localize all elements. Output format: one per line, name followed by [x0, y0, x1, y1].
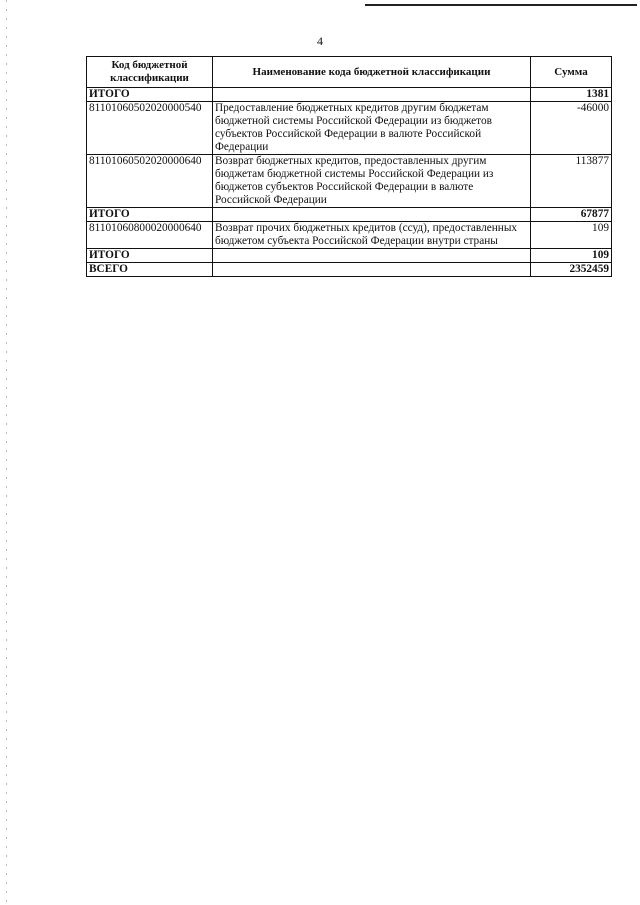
row-name-empty — [213, 263, 531, 277]
row-sum: -46000 — [531, 102, 612, 155]
row-code: 81101060800020000640 — [87, 222, 213, 249]
row-grand-total-sum: 2352459 — [531, 263, 612, 277]
table-row — [87, 155, 612, 208]
table-row-grand-total — [87, 263, 612, 277]
header-name: Наименование кода бюджетной классификации — [213, 57, 531, 88]
row-code: 81101060502020000540 — [87, 102, 213, 155]
row-name: Возврат бюджетных кредитов, предоставленных другим бюджетам бюджетной системы Российской Федерации из бюджетов субъектов Российской Федерации в валюте Российской Федерации — [213, 155, 531, 208]
budget-table — [86, 56, 612, 277]
row-code: 81101060502020000640 — [87, 155, 213, 208]
table-header-row — [87, 57, 612, 88]
row-grand-total-label: ВСЕГО — [87, 263, 213, 277]
table-row — [87, 102, 612, 155]
row-total-label: ИТОГО — [87, 249, 213, 263]
header-code: Код бюджетной классификации — [87, 57, 213, 88]
row-sum: 113877 — [531, 155, 612, 208]
row-sum: 67877 — [531, 208, 612, 222]
row-name-empty — [213, 88, 531, 102]
row-name: Возврат прочих бюджетных кредитов (ссуд), предоставленных бюджетом субъекта Российской Федерации внутри страны — [213, 222, 531, 249]
row-sum: 109 — [531, 249, 612, 263]
table-row-total — [87, 208, 612, 222]
row-sum: 109 — [531, 222, 612, 249]
row-name-empty — [213, 249, 531, 263]
page-number: 4 — [317, 34, 323, 48]
row-name: Предоставление бюджетных кредитов другим бюджетам бюджетной системы Российской Федерации из бюджетов субъектов Российской Федерации в валюте Российской Федерации — [213, 102, 531, 155]
row-total-label: ИТОГО — [87, 88, 213, 102]
row-sum: 1381 — [531, 88, 612, 102]
row-total-label: ИТОГО — [87, 208, 213, 222]
table-row-total — [87, 88, 612, 102]
header-sum: Сумма — [531, 57, 612, 88]
scan-margin-dots — [6, 0, 7, 905]
top-rule — [365, 4, 637, 6]
row-name-empty — [213, 208, 531, 222]
table-row — [87, 222, 612, 249]
table-row-total — [87, 249, 612, 263]
